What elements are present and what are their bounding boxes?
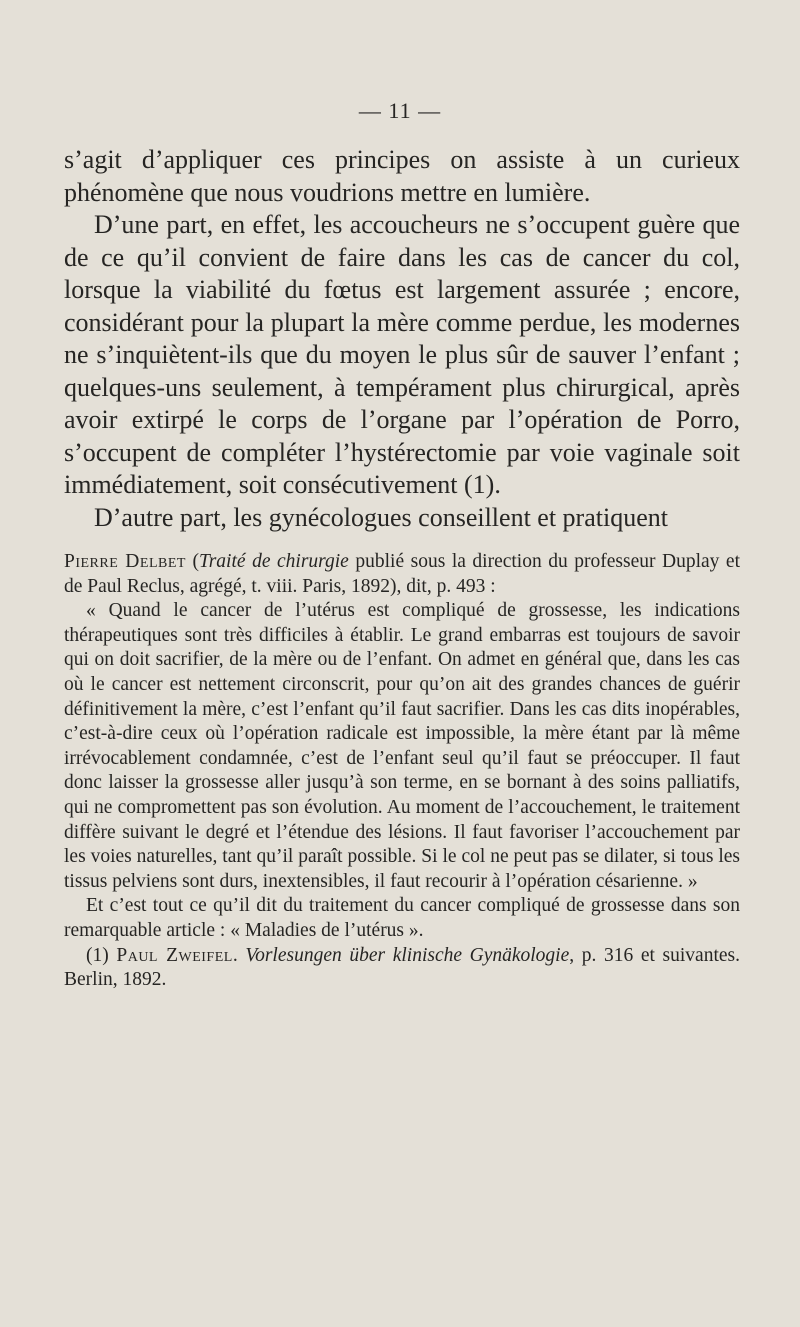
main-text-part-1: s’agit d’appliquer ces principes on assiste à un curieux phénomène que nous voudrions mettre en lumière. [64,145,740,207]
footnote-after-quote: Et c’est tout ce qu’il dit du traitement du cancer compliqué de grossesse dans son remarquable article : « Maladies de l’utérus ». [64,895,740,941]
footnote-ref-author: Paul Zweifel [116,944,233,966]
footnote-citation: Pierre Delbet (Traité de chirurgie publié sous la direction du professeur Duplay et de Paul Reclus, agrégé, t. viii. Paris, 1892), dit, p. 493 : [64,551,740,597]
main-paragraph [64,144,740,534]
footnote-work-title: Traité de chirurgie [198,551,349,572]
footnote-ref-title: Vorlesungen über klinische Gynäkologie [245,944,570,966]
footnote-block [64,550,740,993]
footnote-quote: « Quand le cancer de l’utérus est compliqué de grossesse, les indications thérapeutiques sont très difficiles à établir. Le grand embarras est toujours de savoir qui on doit sacrifier, de la mère ou de l’enfant. On admet en général que, dans les cas où le cancer est nettement circonscrit, pour qu’on ait des grandes chances de guérir définitivement la mère, c’est l’enfant qu’il faut sacrifier. Dans les cas dits inopérables, c’est-à-dire ceux où l’opération radicale est impossible, la mère étant par là même irrévocablement condamnée, c’est de l’enfant seul qu’il faut se préoccuper. Il faut donc laisser la grossesse aller jusqu’à son terme, en se bornant à des soins palliatifs, qui ne compromettent pas son évolution. Au moment de l’accouchement, le traitement diffère suivant le degré et l’étendue des lésions. Il faut favoriser l’accouchement par les voies naturelles, tant qu’il paraît possible. Si le col ne peut pas se dilater, si tous les tissus pelviens sont durs, inextensibles, il faut recourir à l’opération césarienne. » [64,600,740,892]
main-text-part-3: D’autre part, les gynécologues conseillent et pratiquent [94,502,668,532]
page-number: — 11 — [358,98,442,123]
footnote-reference-1: (1) Paul Zweifel. Vorlesungen über klinische Gynäkologie, p. 316 et suivantes. Berlin, 1892. [64,944,740,991]
footnote-author: Pierre Delbet [64,551,186,572]
main-text-part-2: D’une part, en effet, les accoucheurs ne s’occupent guère que de ce qu’il convient de faire dans les cas de cancer du col, lorsque la viabilité du fœtus est largement assurée ; encore, considérant pour la plupart la mère comme perdue, les modernes ne s’inquiètent-ils que du moyen le plus sûr de sauver l’enfant ; quelques-uns seulement, à tempérament plus chirurgical, après avoir extirpé le corps de l’organe par l’opération de Porro, s’occupent de compléter l’hystérectomie par voie vaginale soit immédiatement, soit consécutivement (1). [64,210,740,499]
